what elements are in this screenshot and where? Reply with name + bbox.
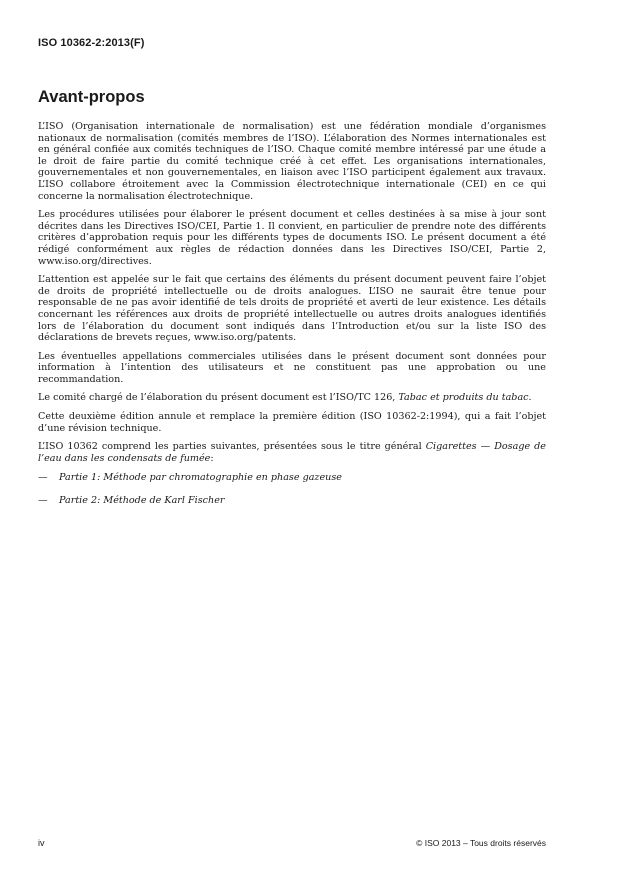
page-title: Avant-propos xyxy=(38,88,145,106)
committee-title: Tabac et produits du tabac xyxy=(398,392,529,404)
paragraph-iso-organisation: L’ISO (Organisation internationale de normalisation) est une fédération mondiale d’organismes nationaux de normalisation (comités membres de l’ISO). L’élaboration des Normes internationales est en général confiée aux comités techniques de l’ISO. Chaque comité membre intéressé par une étude a le droit de faire partie du comité technique créé à cet effet. Les organisations internationales, gouvernementales et non gouvernementales, en liaison avec l’ISO participent également aux travaux. L’ISO collabore étroitement avec la Commission électrotechnique internationale (CEI) en ce qui concerne la normalisation électrotechnique. xyxy=(38,121,546,202)
committee-suffix: . xyxy=(528,392,532,404)
parts-general-title: Cigarettes — Dosage de l’eau dans les condensats de fumée xyxy=(38,441,546,464)
copyright-notice: © ISO 2013 – Tous droits réservés xyxy=(416,838,546,848)
list-dash: — xyxy=(38,472,48,484)
paragraph-committee xyxy=(38,392,546,404)
paragraph-trade-names: Les éventuelles appellations commerciales utilisées dans le présent document sont données pour information à l’intention des utilisateurs et ne constituent pas une approbation ou une recommandation. xyxy=(38,350,546,385)
page-number: iv xyxy=(38,838,45,848)
list-dash: — xyxy=(38,495,48,507)
paragraph-parts-intro xyxy=(38,441,546,464)
list-item xyxy=(38,495,546,507)
committee-text: Le comité chargé de l’élaboration du présent document est l’ISO/TC 126, xyxy=(38,392,399,404)
document-id: ISO 10362-2:2013(F) xyxy=(38,37,145,49)
parts-intro-text: L’ISO 10362 comprend les parties suivantes, présentées sous le titre général xyxy=(38,441,426,453)
list-item-text: Partie 2: Méthode de Karl Fischer xyxy=(59,495,225,507)
list-item-text: Partie 1: Méthode par chromatographie en phase gazeuse xyxy=(59,472,342,484)
parts-intro-suffix: : xyxy=(210,452,214,464)
paragraph-procedures: Les procédures utilisées pour élaborer le présent document et celles destinées à sa mise à jour sont décrites dans les Directives ISO/CEI, Partie 1. Il convient, en particulier de prendre note des différents critères d’approbation requis pour les différents types de documents ISO. Le présent document a été rédigé conformément aux règles de rédaction données dans les Directives ISO/CEI, Partie 2, www.iso.org/directives. xyxy=(38,209,546,267)
paragraph-edition: Cette deuxième édition annule et remplace la première édition (ISO 10362-2:1994), qui a fait l’objet d’une révision technique. xyxy=(38,411,546,434)
paragraph-patent-rights: L’attention est appelée sur le fait que certains des éléments du présent document peuvent faire l’objet de droits de propriété intellectuelle ou de droits analogues. L’ISO ne saurait être tenue pour responsable de ne pas avoir identifié de tels droits de propriété et averti de leur existence. Les détails concernant les références aux droits de propriété intellectuelle ou autres droits analogues identifiés lors de l’élaboration du document sont indiqués dans l’Introduction et/ou sur la liste ISO des déclarations de brevets reçues, www.iso.org/patents. xyxy=(38,274,546,344)
list-item xyxy=(38,472,546,484)
foreword-body xyxy=(38,121,546,518)
